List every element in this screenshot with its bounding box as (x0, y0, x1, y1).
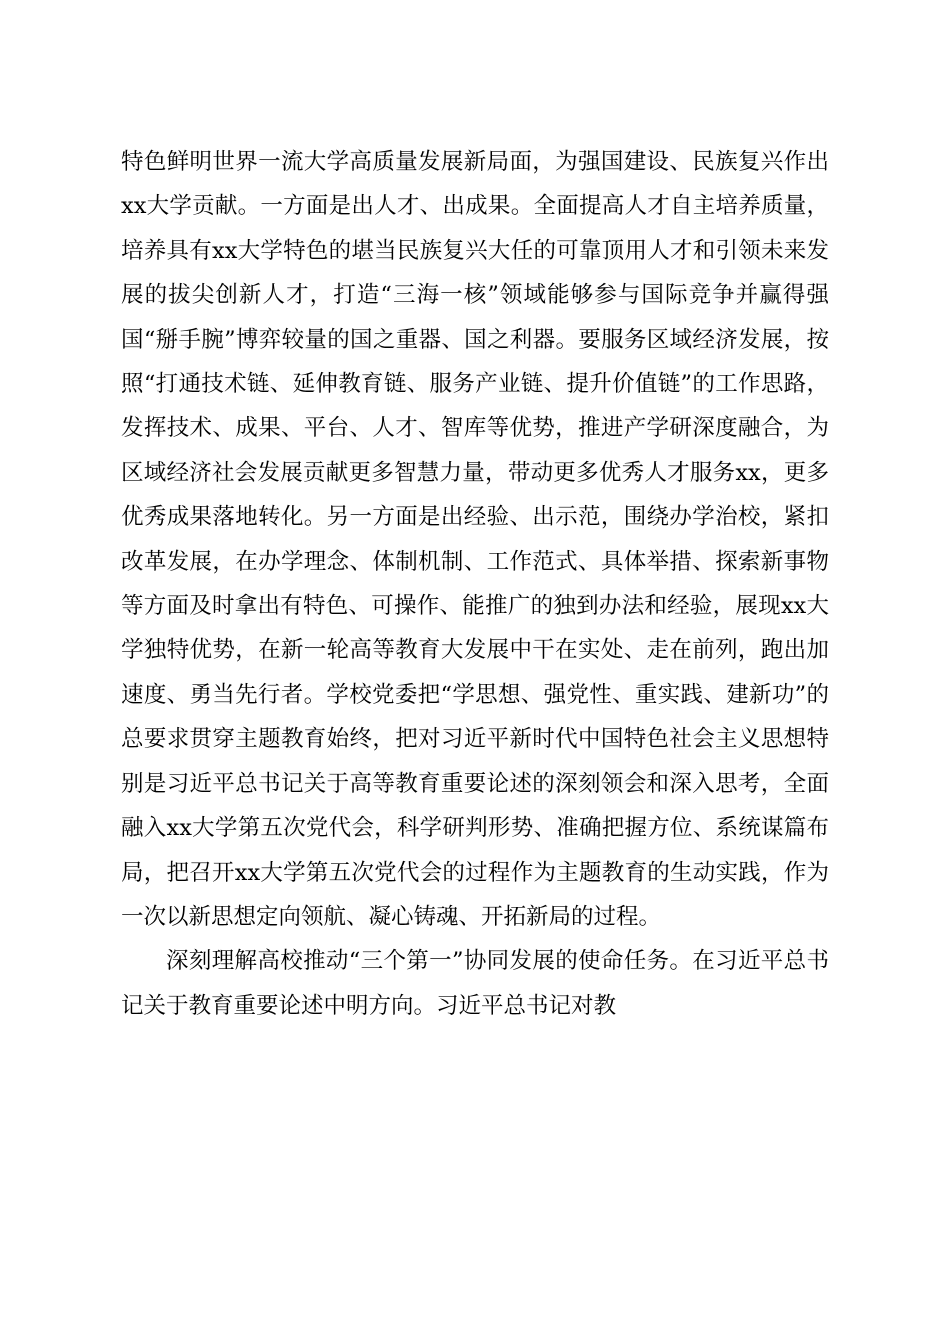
paragraph-continued: 特色鲜明世界一流大学高质量发展新局面，为强国建设、民族复兴作出xx大学贡献。一方面是出人才、出成果。全面提高人才自主培养质量，培养具有xx大学特色的堪当民族复兴大任的可靠顶用人才和引领未来发展的拔尖创新人才，打造“三海一核”领域能够参与国际竞争并赢得强国“掰手腕”博弈较量的国之重器、国之利器。要服务区域经济发展，按照“打通技术链、延伸教育链、服务产业链、提升价值链”的工作思路，发挥技术、成果、平台、人才、智库等优势，推进产学研深度融合，为区域经济社会发展贡献更多智慧力量，带动更多优秀人才服务xx，更多优秀成果落地转化。另一方面是出经验、出示范，围绕办学治校，紧扣改革发展，在办学理念、体制机制、工作范式、具体举措、探索新事物等方面及时拿出有特色、可操作、能推广的独到办法和经验，展现xx大学独特优势，在新一轮高等教育大发展中干在实处、走在前列，跑出加速度、勇当先行者。学校党委把“学思想、强党性、重实践、建新功”的总要求贯穿主题教育始终，把对习近平新时代中国特色社会主义思想特别是习近平总书记关于高等教育重要论述的深刻领会和深入思考，全面融入xx大学第五次党代会，科学研判形势、准确把握方位、系统谋篇布局，把召开xx大学第五次党代会的过程作为主题教育的生动实践，作为一次以新思想定向领航、凝心铸魂、开拓新局的过程。 (121, 149, 829, 930)
document-body (121, 140, 829, 1028)
paragraph-new: 深刻理解高校推动“三个第一”协同发展的使命任务。在习近平总书记关于教育重要论述中明方向。习近平总书记对教 (121, 948, 829, 1019)
